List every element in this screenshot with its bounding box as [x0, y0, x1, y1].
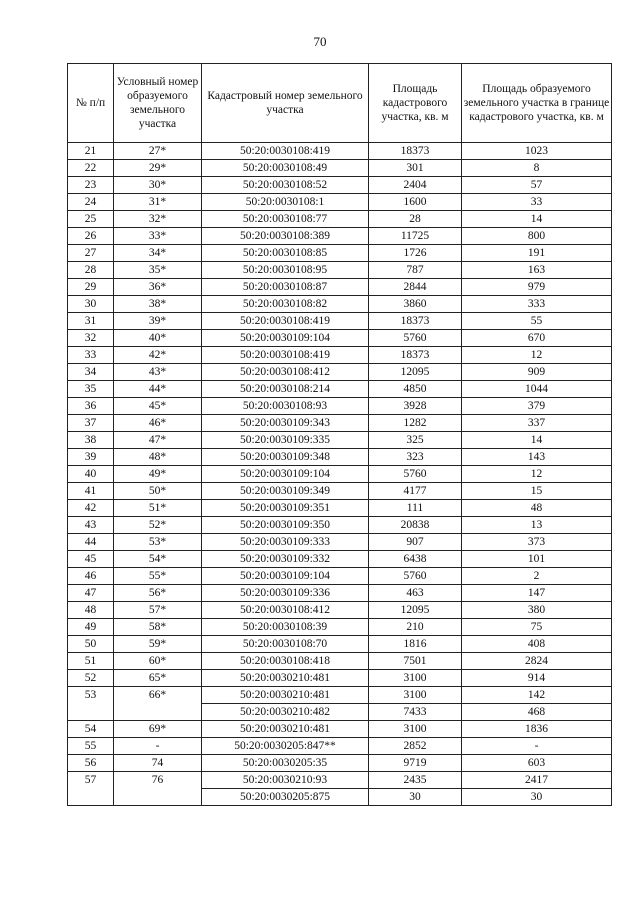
row-number: 25	[68, 211, 114, 228]
row-cadastral-area: 12095	[369, 364, 462, 381]
row-formed-area: 48	[462, 500, 612, 517]
row-formed-area: 468	[462, 704, 612, 721]
row-conditional-number: 65*	[114, 670, 202, 687]
row-conditional-number: 45*	[114, 398, 202, 415]
row-number: 49	[68, 619, 114, 636]
table-row	[68, 619, 612, 636]
row-formed-area: 337	[462, 415, 612, 432]
row-cadastral-area: 2435	[369, 772, 462, 789]
row-cadastral-area: 2844	[369, 279, 462, 296]
table-row	[68, 466, 612, 483]
row-cadastral-number: 50:20:0030109:351	[202, 500, 369, 517]
row-conditional-number: 56*	[114, 585, 202, 602]
row-cadastral-number: 50:20:0030108:214	[202, 381, 369, 398]
row-cadastral-area: 1816	[369, 636, 462, 653]
row-cadastral-number: 50:20:0030108:87	[202, 279, 369, 296]
row-number: 48	[68, 602, 114, 619]
row-formed-area: 914	[462, 670, 612, 687]
row-cadastral-area: 2404	[369, 177, 462, 194]
row-conditional-number: 54*	[114, 551, 202, 568]
row-cadastral-area: 20838	[369, 517, 462, 534]
row-number: 32	[68, 330, 114, 347]
row-formed-area: 33	[462, 194, 612, 211]
row-cadastral-area: 210	[369, 619, 462, 636]
table-row	[68, 364, 612, 381]
row-number: 35	[68, 381, 114, 398]
row-number: 44	[68, 534, 114, 551]
row-cadastral-number: 50:20:0030109:349	[202, 483, 369, 500]
row-cadastral-number: 50:20:0030210:481	[202, 670, 369, 687]
row-formed-area: -	[462, 738, 612, 755]
row-number: 27	[68, 245, 114, 262]
row-formed-area: 191	[462, 245, 612, 262]
row-cadastral-area: 18373	[369, 313, 462, 330]
row-conditional-number: 55*	[114, 568, 202, 585]
table-row	[68, 245, 612, 262]
row-conditional-number: 60*	[114, 653, 202, 670]
row-formed-area: 12	[462, 347, 612, 364]
row-cadastral-area: 323	[369, 449, 462, 466]
row-cadastral-area: 111	[369, 500, 462, 517]
row-cadastral-number: 50:20:0030109:104	[202, 568, 369, 585]
row-formed-area: 147	[462, 585, 612, 602]
row-formed-area: 408	[462, 636, 612, 653]
table-row	[68, 483, 612, 500]
row-number: 31	[68, 313, 114, 330]
header-cadastral-area: Площадь кадастрового участка, кв. м	[369, 64, 462, 143]
table-row	[68, 653, 612, 670]
row-cadastral-number: 50:20:0030109:333	[202, 534, 369, 551]
row-cadastral-number: 50:20:0030109:104	[202, 330, 369, 347]
row-number: 21	[68, 143, 114, 160]
table-row	[68, 670, 612, 687]
row-cadastral-area: 7433	[369, 704, 462, 721]
row-cadastral-area: 5760	[369, 330, 462, 347]
row-cadastral-number: 50:20:0030109:332	[202, 551, 369, 568]
row-formed-area: 14	[462, 432, 612, 449]
row-cadastral-number: 50:20:0030108:95	[202, 262, 369, 279]
table-row	[68, 415, 612, 432]
table-row	[68, 449, 612, 466]
row-cadastral-number: 50:20:0030109:348	[202, 449, 369, 466]
row-conditional-number: 57*	[114, 602, 202, 619]
row-conditional-number: 36*	[114, 279, 202, 296]
row-cadastral-area: 5760	[369, 568, 462, 585]
row-conditional-number: 43*	[114, 364, 202, 381]
row-cadastral-area: 1726	[369, 245, 462, 262]
row-cadastral-area: 301	[369, 160, 462, 177]
row-number: 30	[68, 296, 114, 313]
header-cadastral-number: Кадастровый номер земельного участка	[202, 64, 369, 143]
row-cadastral-number: 50:20:0030108:77	[202, 211, 369, 228]
row-cadastral-number: 50:20:0030210:482	[202, 704, 369, 721]
row-formed-area: 333	[462, 296, 612, 313]
row-number: 45	[68, 551, 114, 568]
row-conditional-number: 29*	[114, 160, 202, 177]
row-number: 23	[68, 177, 114, 194]
row-conditional-number: 76	[114, 772, 202, 806]
row-number: 53	[68, 687, 114, 721]
row-conditional-number: 46*	[114, 415, 202, 432]
row-conditional-number: 33*	[114, 228, 202, 245]
row-formed-area: 13	[462, 517, 612, 534]
row-cadastral-number: 50:20:0030108:419	[202, 347, 369, 364]
page-number: 70	[313, 34, 327, 49]
row-cadastral-area: 2852	[369, 738, 462, 755]
table-row	[68, 687, 612, 704]
row-cadastral-number: 50:20:0030108:49	[202, 160, 369, 177]
row-conditional-number: 51*	[114, 500, 202, 517]
row-formed-area: 909	[462, 364, 612, 381]
row-number: 38	[68, 432, 114, 449]
row-formed-area: 670	[462, 330, 612, 347]
row-number: 39	[68, 449, 114, 466]
row-formed-area: 2417	[462, 772, 612, 789]
row-cadastral-number: 50:20:0030205:35	[202, 755, 369, 772]
row-cadastral-number: 50:20:0030108:93	[202, 398, 369, 415]
row-cadastral-number: 50:20:0030108:419	[202, 313, 369, 330]
row-cadastral-area: 7501	[369, 653, 462, 670]
row-conditional-number: 49*	[114, 466, 202, 483]
table-row	[68, 262, 612, 279]
row-number: 50	[68, 636, 114, 653]
row-formed-area: 163	[462, 262, 612, 279]
row-number: 28	[68, 262, 114, 279]
row-cadastral-area: 4850	[369, 381, 462, 398]
row-conditional-number: -	[114, 738, 202, 755]
row-conditional-number: 32*	[114, 211, 202, 228]
row-cadastral-number: 50:20:0030109:104	[202, 466, 369, 483]
row-cadastral-number: 50:20:0030210:93	[202, 772, 369, 789]
row-number: 22	[68, 160, 114, 177]
row-conditional-number: 48*	[114, 449, 202, 466]
row-number: 37	[68, 415, 114, 432]
row-cadastral-area: 3928	[369, 398, 462, 415]
table-row	[68, 211, 612, 228]
row-conditional-number: 39*	[114, 313, 202, 330]
row-formed-area: 1044	[462, 381, 612, 398]
row-number: 40	[68, 466, 114, 483]
row-cadastral-area: 463	[369, 585, 462, 602]
row-formed-area: 979	[462, 279, 612, 296]
row-conditional-number: 30*	[114, 177, 202, 194]
row-cadastral-number: 50:20:0030109:350	[202, 517, 369, 534]
row-conditional-number: 69*	[114, 721, 202, 738]
row-number: 36	[68, 398, 114, 415]
row-formed-area: 800	[462, 228, 612, 245]
row-conditional-number: 53*	[114, 534, 202, 551]
row-cadastral-number: 50:20:0030210:481	[202, 687, 369, 704]
land-plots-table	[67, 63, 612, 806]
row-formed-area: 373	[462, 534, 612, 551]
row-conditional-number: 38*	[114, 296, 202, 313]
table-row	[68, 772, 612, 789]
table-row	[68, 381, 612, 398]
row-cadastral-area: 3100	[369, 721, 462, 738]
row-cadastral-area: 30	[369, 789, 462, 806]
row-number: 42	[68, 500, 114, 517]
row-conditional-number: 66*	[114, 687, 202, 721]
row-formed-area: 8	[462, 160, 612, 177]
table-row	[68, 602, 612, 619]
row-cadastral-area: 9719	[369, 755, 462, 772]
row-conditional-number: 58*	[114, 619, 202, 636]
table-body	[68, 143, 612, 806]
table-row	[68, 568, 612, 585]
table-row	[68, 177, 612, 194]
row-cadastral-number: 50:20:0030108:70	[202, 636, 369, 653]
row-formed-area: 30	[462, 789, 612, 806]
row-conditional-number: 40*	[114, 330, 202, 347]
table-row	[68, 194, 612, 211]
table-row	[68, 228, 612, 245]
header-number: № п/п	[68, 64, 114, 143]
row-formed-area: 57	[462, 177, 612, 194]
row-cadastral-number: 50:20:0030205:847**	[202, 738, 369, 755]
row-conditional-number: 50*	[114, 483, 202, 500]
row-cadastral-number: 50:20:0030205:875	[202, 789, 369, 806]
row-cadastral-number: 50:20:0030109:336	[202, 585, 369, 602]
row-number: 34	[68, 364, 114, 381]
row-formed-area: 12	[462, 466, 612, 483]
row-cadastral-number: 50:20:0030108:412	[202, 602, 369, 619]
row-formed-area: 1836	[462, 721, 612, 738]
table-row	[68, 721, 612, 738]
row-cadastral-number: 50:20:0030210:481	[202, 721, 369, 738]
table-row	[68, 279, 612, 296]
row-number: 33	[68, 347, 114, 364]
row-cadastral-area: 1600	[369, 194, 462, 211]
row-conditional-number: 74	[114, 755, 202, 772]
row-number: 51	[68, 653, 114, 670]
row-cadastral-number: 50:20:0030108:85	[202, 245, 369, 262]
row-number: 41	[68, 483, 114, 500]
row-cadastral-number: 50:20:0030108:1	[202, 194, 369, 211]
row-formed-area: 55	[462, 313, 612, 330]
row-formed-area: 15	[462, 483, 612, 500]
row-cadastral-area: 18373	[369, 143, 462, 160]
table-row	[68, 755, 612, 772]
row-number: 43	[68, 517, 114, 534]
header-conditional-number: Условный номер образуемого земельного участка	[114, 64, 202, 143]
row-cadastral-number: 50:20:0030109:335	[202, 432, 369, 449]
row-cadastral-area: 787	[369, 262, 462, 279]
row-conditional-number: 35*	[114, 262, 202, 279]
row-number: 26	[68, 228, 114, 245]
row-number: 57	[68, 772, 114, 806]
row-formed-area: 380	[462, 602, 612, 619]
table-row	[68, 313, 612, 330]
row-cadastral-area: 3100	[369, 687, 462, 704]
row-cadastral-number: 50:20:0030108:418	[202, 653, 369, 670]
row-cadastral-area: 325	[369, 432, 462, 449]
row-cadastral-area: 18373	[369, 347, 462, 364]
row-conditional-number: 47*	[114, 432, 202, 449]
row-cadastral-area: 28	[369, 211, 462, 228]
row-cadastral-area: 1282	[369, 415, 462, 432]
table-row	[68, 517, 612, 534]
table-row	[68, 296, 612, 313]
table-row	[68, 143, 612, 160]
row-formed-area: 379	[462, 398, 612, 415]
row-conditional-number: 42*	[114, 347, 202, 364]
row-cadastral-area: 4177	[369, 483, 462, 500]
row-formed-area: 75	[462, 619, 612, 636]
row-number: 46	[68, 568, 114, 585]
row-formed-area: 2824	[462, 653, 612, 670]
row-cadastral-number: 50:20:0030108:52	[202, 177, 369, 194]
row-cadastral-area: 3100	[369, 670, 462, 687]
row-cadastral-area: 3860	[369, 296, 462, 313]
row-cadastral-number: 50:20:0030108:419	[202, 143, 369, 160]
table-row	[68, 551, 612, 568]
row-conditional-number: 52*	[114, 517, 202, 534]
table-row	[68, 738, 612, 755]
header-formed-area: Площадь образуемого земельного участка в границе кадастрового участка, кв. м	[462, 64, 612, 143]
row-cadastral-number: 50:20:0030108:389	[202, 228, 369, 245]
table-header-row	[68, 64, 612, 143]
row-formed-area: 1023	[462, 143, 612, 160]
row-number: 56	[68, 755, 114, 772]
table-row	[68, 398, 612, 415]
row-formed-area: 142	[462, 687, 612, 704]
row-cadastral-number: 50:20:0030108:39	[202, 619, 369, 636]
table-row	[68, 585, 612, 602]
row-number: 24	[68, 194, 114, 211]
row-conditional-number: 44*	[114, 381, 202, 398]
table-row	[68, 500, 612, 517]
row-conditional-number: 59*	[114, 636, 202, 653]
table-row	[68, 347, 612, 364]
row-conditional-number: 27*	[114, 143, 202, 160]
row-conditional-number: 34*	[114, 245, 202, 262]
row-number: 29	[68, 279, 114, 296]
row-formed-area: 143	[462, 449, 612, 466]
row-number: 47	[68, 585, 114, 602]
row-cadastral-number: 50:20:0030109:343	[202, 415, 369, 432]
table-row	[68, 636, 612, 653]
row-formed-area: 2	[462, 568, 612, 585]
row-number: 52	[68, 670, 114, 687]
row-cadastral-area: 5760	[369, 466, 462, 483]
row-cadastral-number: 50:20:0030108:82	[202, 296, 369, 313]
row-formed-area: 14	[462, 211, 612, 228]
row-number: 54	[68, 721, 114, 738]
table-row	[68, 432, 612, 449]
row-cadastral-area: 6438	[369, 551, 462, 568]
table-row	[68, 330, 612, 347]
row-formed-area: 101	[462, 551, 612, 568]
row-cadastral-number: 50:20:0030108:412	[202, 364, 369, 381]
row-formed-area: 603	[462, 755, 612, 772]
row-conditional-number: 31*	[114, 194, 202, 211]
row-cadastral-area: 11725	[369, 228, 462, 245]
table-row	[68, 160, 612, 177]
row-cadastral-area: 12095	[369, 602, 462, 619]
row-cadastral-area: 907	[369, 534, 462, 551]
row-number: 55	[68, 738, 114, 755]
table-row	[68, 534, 612, 551]
